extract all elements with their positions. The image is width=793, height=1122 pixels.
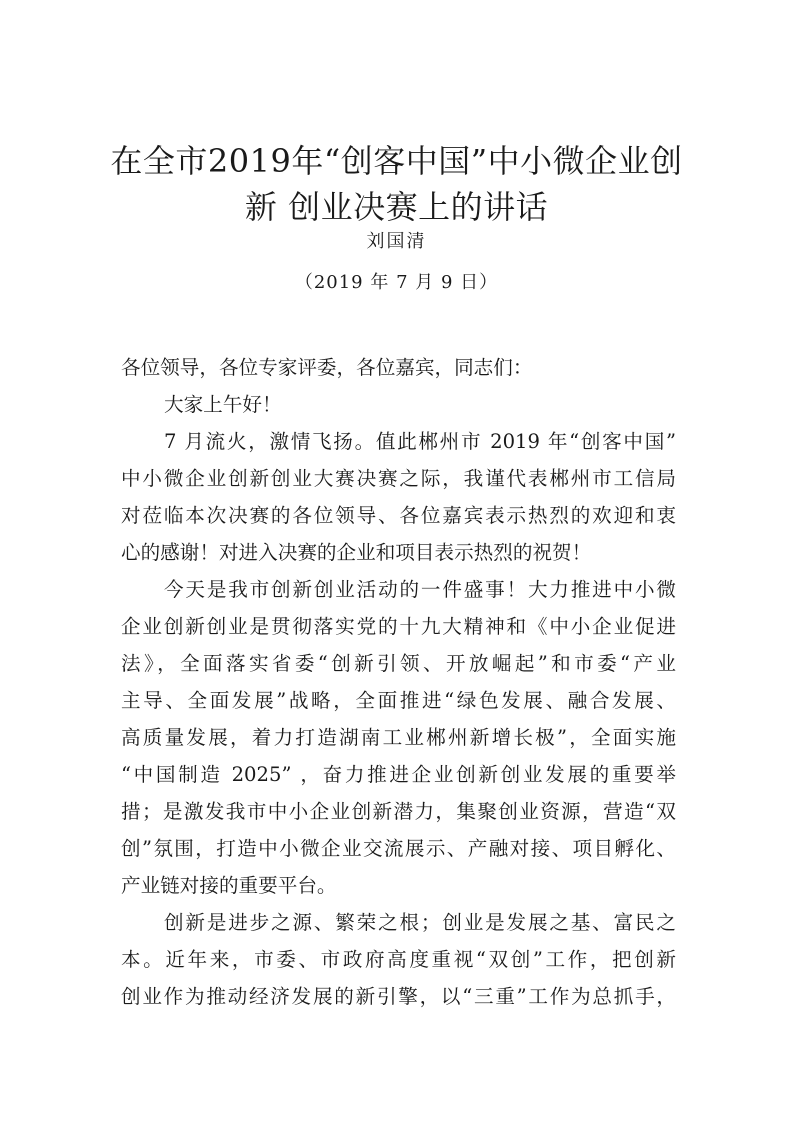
paragraph-1-line: 心的感谢！对进入决赛的企业和项目表示热烈的祝贺！ [121,541,592,564]
paragraph-3-line: 创业作为推动经济发展的新引擎，以“三重”工作为总抓手， [121,985,676,1008]
title-line-2: 新 创业决赛上的讲话 [244,188,549,226]
greeting-line: 大家上午好！ [164,393,282,416]
paragraph-2-line: 高质量发展，着力打造湖南工业郴州新增长极”，全面实施 [121,726,676,749]
author-name: 刘国清 [366,231,427,252]
paragraph-2-line: 创”氛围，打造中小微企业交流展示、产融对接、项目孵化、 [121,837,676,860]
speech-body [121,354,676,1020]
paragraph-2-line: 措；是激发我市中小企业创新潜力，集聚创业资源，营造“双 [121,800,676,823]
paragraph-2-line: 企业创新创业是贯彻落实党的十九大精神和《中小企业促进 [121,615,676,638]
page-title [110,138,683,230]
paragraph-1-line: 对莅临本次决赛的各位领导、各位嘉宾表示热烈的欢迎和衷 [121,504,676,527]
paragraph-1-line: 7 月流火，激情飞扬。值此郴州市 2019 年“创客中国” [164,430,676,453]
paragraph-2-line: 主导、全面发展”战略，全面推进“绿色发展、融合发展、 [121,689,676,712]
paragraph-3-line: 本。近年来，市委、市政府高度重视“双创”工作，把创新 [121,948,676,971]
paragraph-2-line: 今天是我市创新创业活动的一件盛事！大力推进中小微 [164,578,676,601]
title-line-1: 在全市2019年“创客中国”中小微企业创 [110,142,683,180]
speech-date: （2019 年 7 月 9 日） [294,272,499,293]
salutation: 各位领导，各位专家评委，各位嘉宾，同志们： [121,356,533,379]
paragraph-2-line: 产业链对接的重要平台。 [121,874,337,897]
paragraph-1-line: 中小微企业创新创业大赛决赛之际，我谨代表郴州市工信局 [121,467,676,490]
paragraph-2-line: 法》，全面落实省委“创新引领、开放崛起”和市委“产业 [121,652,676,675]
paragraph-3-line: 创新是进步之源、繁荣之根；创业是发展之基、富民之 [164,911,676,934]
paragraph-2-line: “中国制造 2025” ，奋力推进企业创新创业发展的重要举 [121,763,676,786]
